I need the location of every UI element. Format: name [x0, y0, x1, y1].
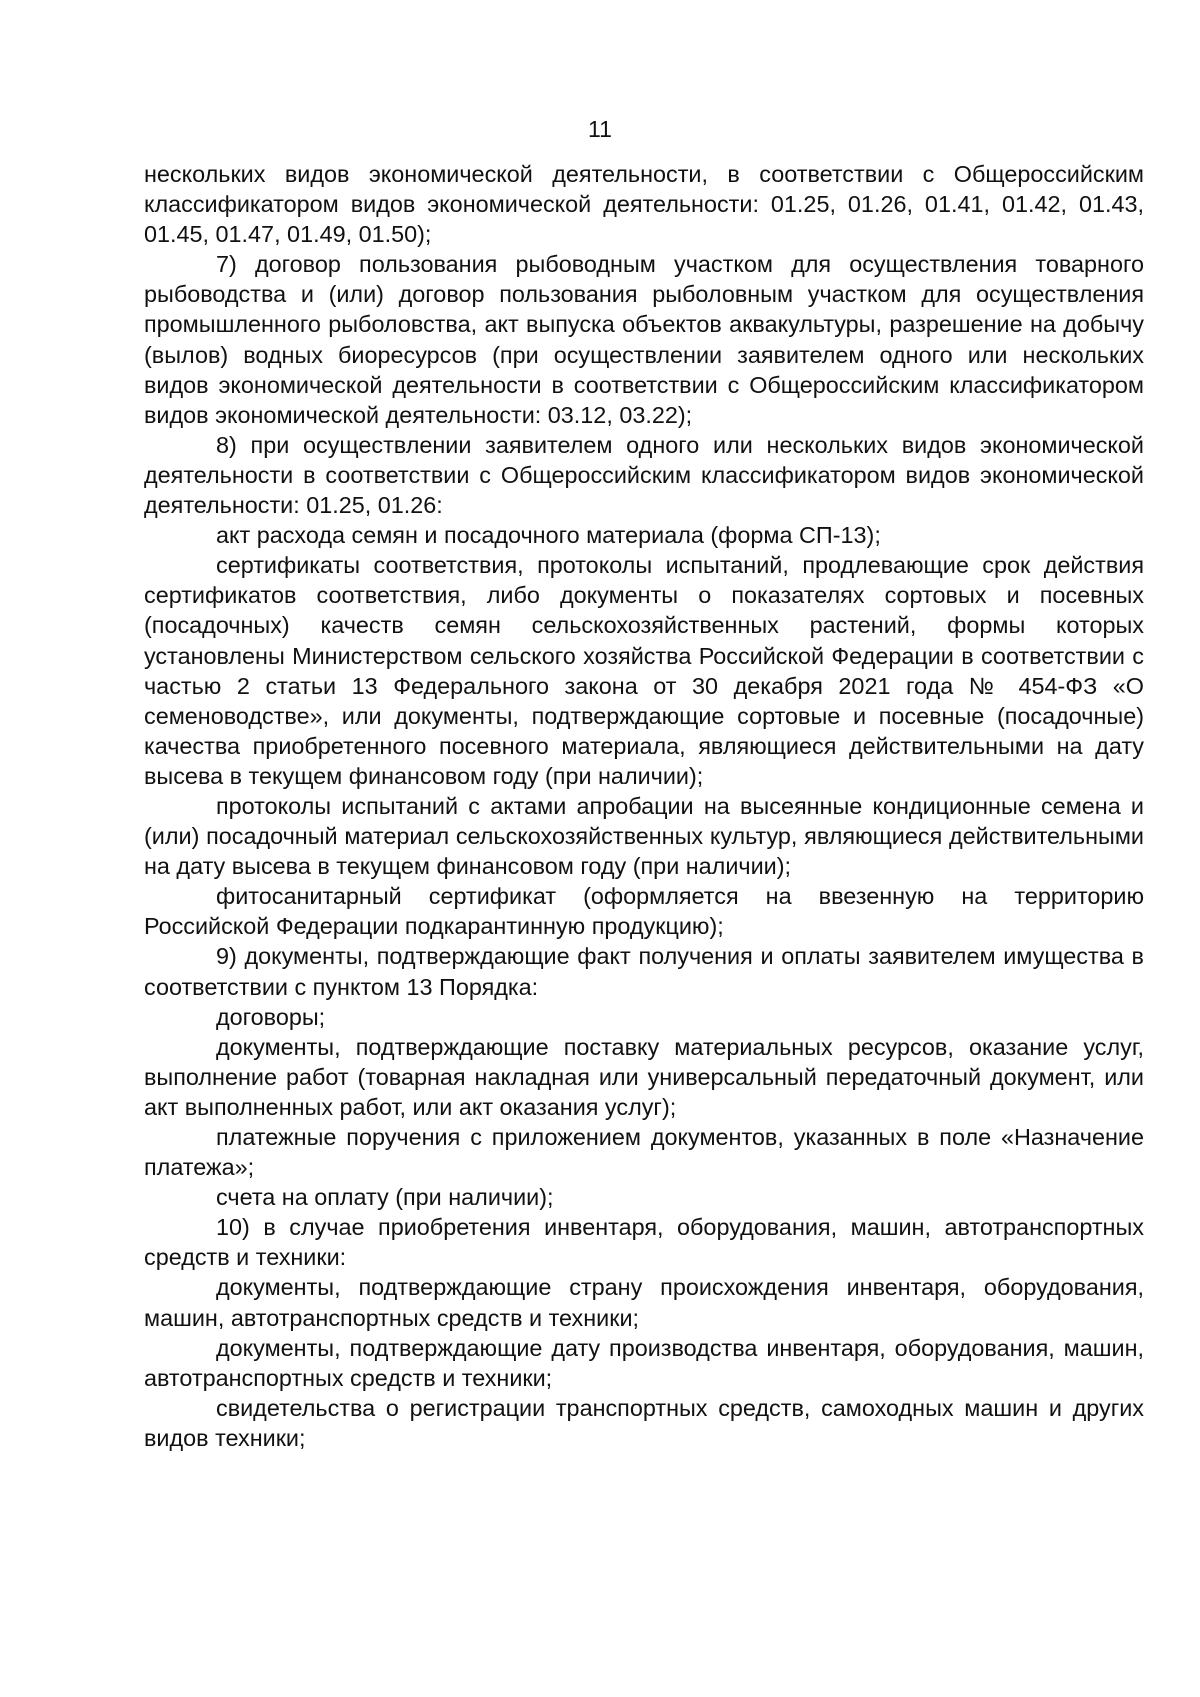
- paragraph-continuation: нескольких видов экономической деятельности, в соответствии с Общероссийским классификатором видов экономической деятельности: 01.25, 01.26, 01.41, 01.42, 01.43, 01.45, 01.47, 01.49, 01.50);: [144, 161, 1144, 248]
- paragraph-certificates: сертификаты соответствия, протоколы испытаний, продлевающие срок действия сертификатов соответствия, либо документы о показателях сортовых и посевных (посадочных) качеств семян сельскохозяйственных растений, формы которых установлены Министерством сельского хозяйства Российской Федерации в соответствии с частью 2 статьи 13 Федерального закона от 30 декабря 2021 года № 454-ФЗ «О семеноводстве», или документы, подтверждающие сортовые и посевные (посадочные) качества приобретенного посевного материала, являющиеся действительными на дату высева в текущем финансовом году (при наличии);: [144, 552, 1144, 789]
- page-number: 11: [588, 116, 612, 142]
- document-body: [144, 159, 1144, 1453]
- paragraph-seed-act: акт расхода семян и посадочного материала (форма СП-13);: [216, 522, 881, 549]
- paragraph-invoices: счета на оплату (при наличии);: [216, 1184, 554, 1211]
- paragraph-production-date: документы, подтверждающие дату производства инвентаря, оборудования, машин, автотранспортных средств и техники;: [144, 1334, 1144, 1391]
- paragraph-item-10: 10) в случае приобретения инвентаря, оборудования, машин, автотранспортных средств и техники:: [144, 1214, 1144, 1271]
- paragraph-payment-orders: платежные поручения с приложением документов, указанных в поле «Назначение платежа»;: [144, 1124, 1144, 1181]
- paragraph-phytosanitary: фитосанитарный сертификат (оформляется на ввезенную на территорию Российской Федерации подкарантинную продукцию);: [144, 883, 1144, 940]
- paragraph-contracts: договоры;: [216, 1003, 326, 1030]
- paragraph-test-protocols: протоколы испытаний с актами апробации на высеянные кондиционные семена и (или) посадочный материал сельскохозяйственных культур, являющиеся действительными на дату высева в текущем финансовом году (при наличии);: [144, 792, 1144, 880]
- paragraph-item-8: 8) при осуществлении заявителем одного или нескольких видов экономической деятельности в соответствии с Общероссийским классификатором видов экономической деятельности: 01.25, 01.26:: [144, 431, 1144, 519]
- paragraph-item-7: 7) договор пользования рыбоводным участком для осуществления товарного рыбоводства и (или) договор пользования рыболовным участком для осуществления промышленного рыболовства, акт выпуска объектов аквакультуры, разрешение на добычу (вылов) водных биоресурсов (при осуществлении заявителем одного или нескольких видов экономической деятельности в соответствии с Общероссийским классификатором видов экономической деятельности: 03.12, 03.22);: [144, 251, 1144, 428]
- paragraph-origin-documents: документы, подтверждающие страну происхождения инвентаря, оборудования, машин, автотранспортных средств и техники;: [144, 1274, 1144, 1331]
- paragraph-supply-documents: документы, подтверждающие поставку материальных ресурсов, оказание услуг, выполнение работ (товарная накладная или универсальный передаточный документ, или акт выполненных работ, или акт оказания услуг);: [144, 1033, 1144, 1120]
- paragraph-item-9: 9) документы, подтверждающие факт получения и оплаты заявителем имущества в соответствии с пунктом 13 Порядка:: [144, 943, 1144, 1000]
- paragraph-registration: свидетельства о регистрации транспортных средств, самоходных машин и других видов техники;: [144, 1394, 1144, 1451]
